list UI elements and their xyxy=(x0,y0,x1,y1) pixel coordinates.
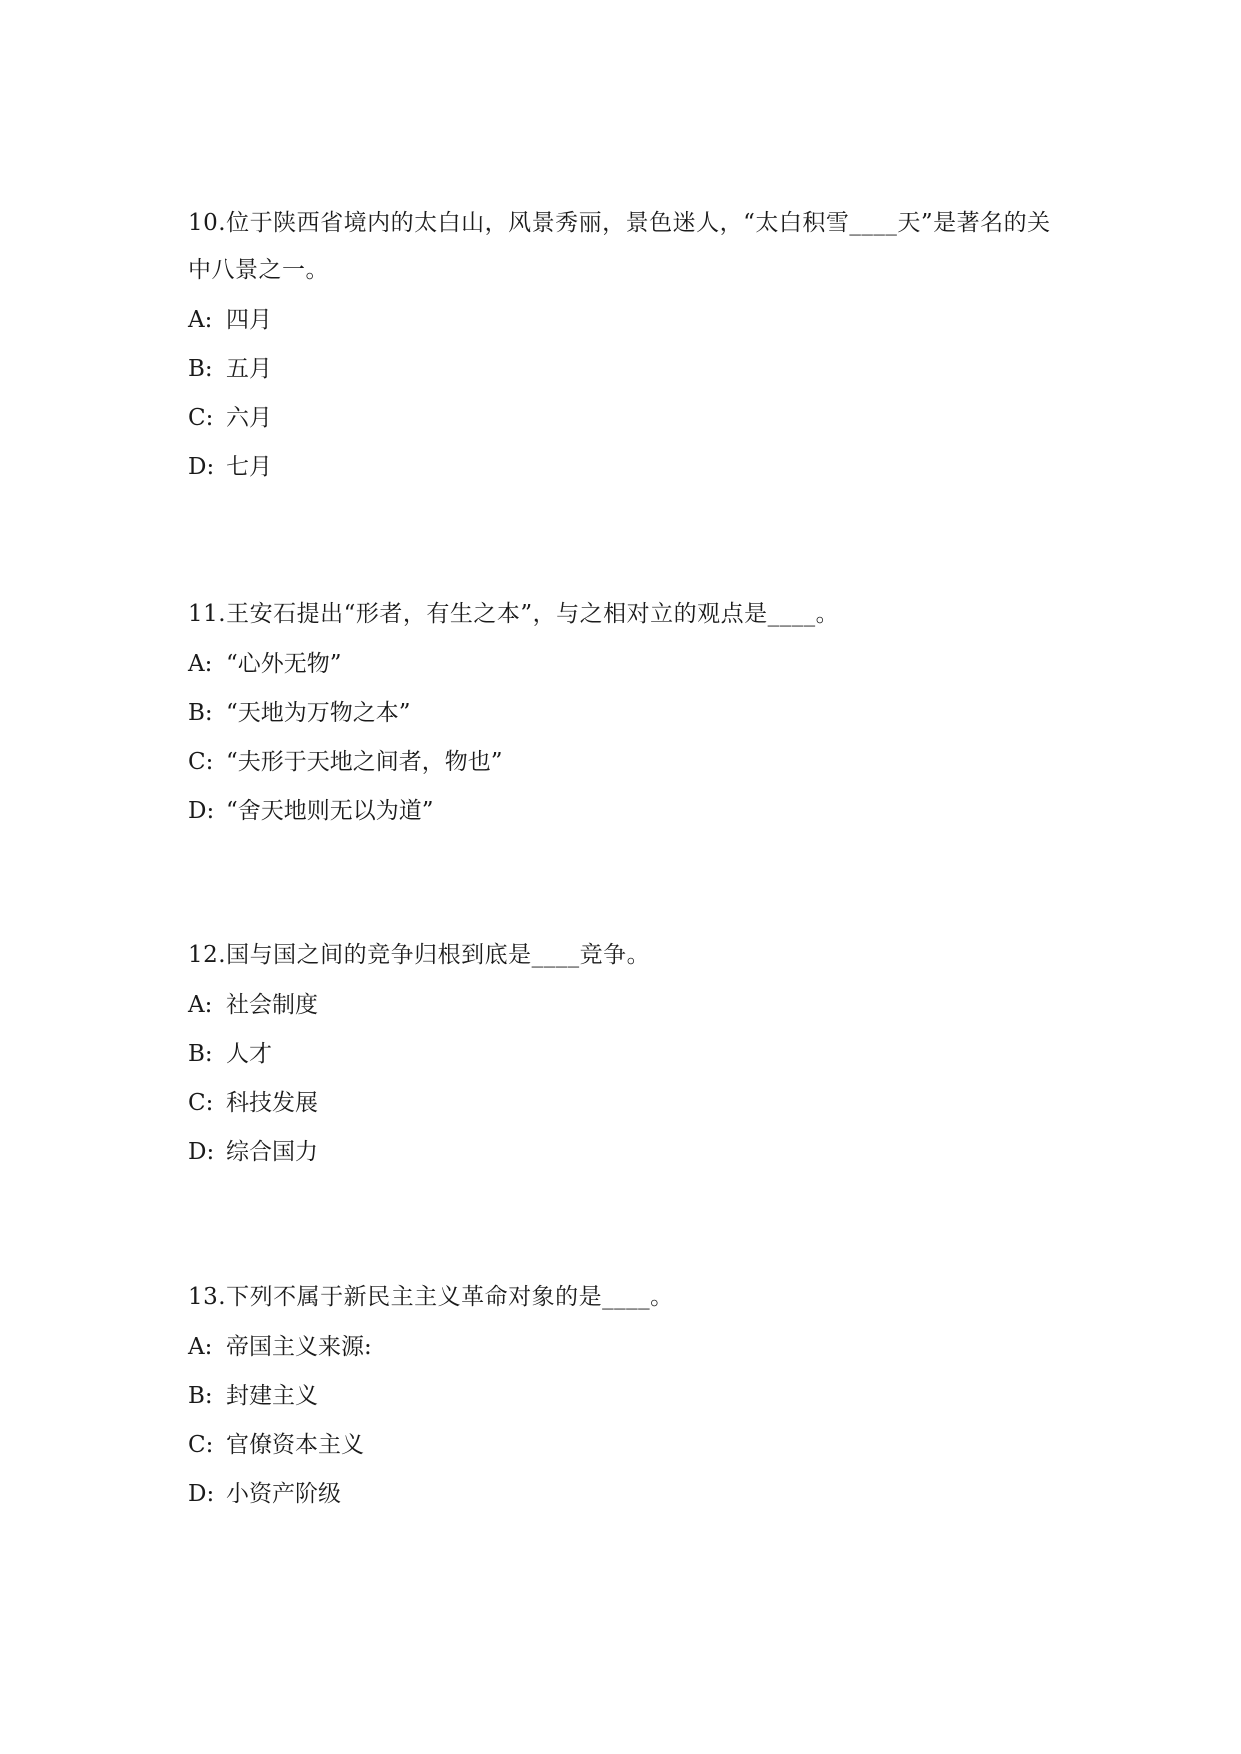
option-letter: B: xyxy=(188,356,213,382)
option-letter: B: xyxy=(188,1383,213,1409)
question-stem: 12.国与国之间的竞争归根到底是____竞争。 xyxy=(188,942,651,968)
option-text: 封建主义 xyxy=(226,1383,318,1409)
option-letter: C: xyxy=(188,1432,214,1458)
option-letter: D: xyxy=(188,454,215,480)
option-d xyxy=(188,787,1068,836)
option-list xyxy=(188,1323,1068,1519)
option-letter: C: xyxy=(188,1090,214,1116)
option-list xyxy=(188,296,1068,492)
option-text: “心外无物” xyxy=(226,651,342,677)
option-d xyxy=(188,443,1068,492)
option-text: 五月 xyxy=(226,356,272,382)
option-text: 科技发展 xyxy=(226,1090,318,1116)
option-a xyxy=(188,296,1068,345)
option-c xyxy=(188,738,1068,787)
question-stem: 13.下列不属于新民主主义革命对象的是____。 xyxy=(188,1284,674,1310)
option-text: 小资产阶级 xyxy=(226,1481,341,1507)
option-d xyxy=(188,1128,1068,1177)
option-c xyxy=(188,1421,1068,1470)
option-text: 四月 xyxy=(226,307,272,333)
question-10 xyxy=(188,200,1068,492)
option-letter: A: xyxy=(188,651,213,677)
option-list xyxy=(188,981,1068,1177)
option-text: 六月 xyxy=(226,405,272,431)
option-letter: B: xyxy=(188,700,213,726)
option-list xyxy=(188,640,1068,836)
option-letter: D: xyxy=(188,798,215,824)
option-letter: A: xyxy=(188,992,213,1018)
option-b xyxy=(188,345,1068,394)
option-c xyxy=(188,1079,1068,1128)
option-b xyxy=(188,1372,1068,1421)
question-12 xyxy=(188,932,1068,1177)
option-text: “夫形于天地之间者，物也” xyxy=(226,749,503,775)
question-stem: 11.王安石提出“形者，有生之本”，与之相对立的观点是____。 xyxy=(188,601,840,627)
option-text: 官僚资本主义 xyxy=(226,1432,364,1458)
option-text: 帝国主义来源: xyxy=(226,1334,372,1360)
question-stem: 10.位于陕西省境内的太白山，风景秀丽，景色迷人，“太白积雪____天”是著名的关中八景之一。 xyxy=(188,210,1051,283)
option-letter: B: xyxy=(188,1041,213,1067)
option-text: 社会制度 xyxy=(226,992,318,1018)
option-b xyxy=(188,1030,1068,1079)
option-text: “舍天地则无以为道” xyxy=(226,798,434,824)
option-a xyxy=(188,1323,1068,1372)
option-b xyxy=(188,689,1068,738)
option-c xyxy=(188,394,1068,443)
option-letter: C: xyxy=(188,405,214,431)
option-letter: C: xyxy=(188,749,214,775)
option-a xyxy=(188,981,1068,1030)
option-letter: A: xyxy=(188,307,213,333)
option-text: 七月 xyxy=(226,454,272,480)
option-letter: D: xyxy=(188,1481,215,1507)
question-11 xyxy=(188,591,1068,836)
option-letter: A: xyxy=(188,1334,213,1360)
option-text: 人才 xyxy=(226,1041,272,1067)
option-d xyxy=(188,1470,1068,1519)
option-text: 综合国力 xyxy=(226,1139,318,1165)
option-text: “天地为万物之本” xyxy=(226,700,411,726)
question-13 xyxy=(188,1274,1068,1519)
option-a xyxy=(188,640,1068,689)
option-letter: D: xyxy=(188,1139,215,1165)
